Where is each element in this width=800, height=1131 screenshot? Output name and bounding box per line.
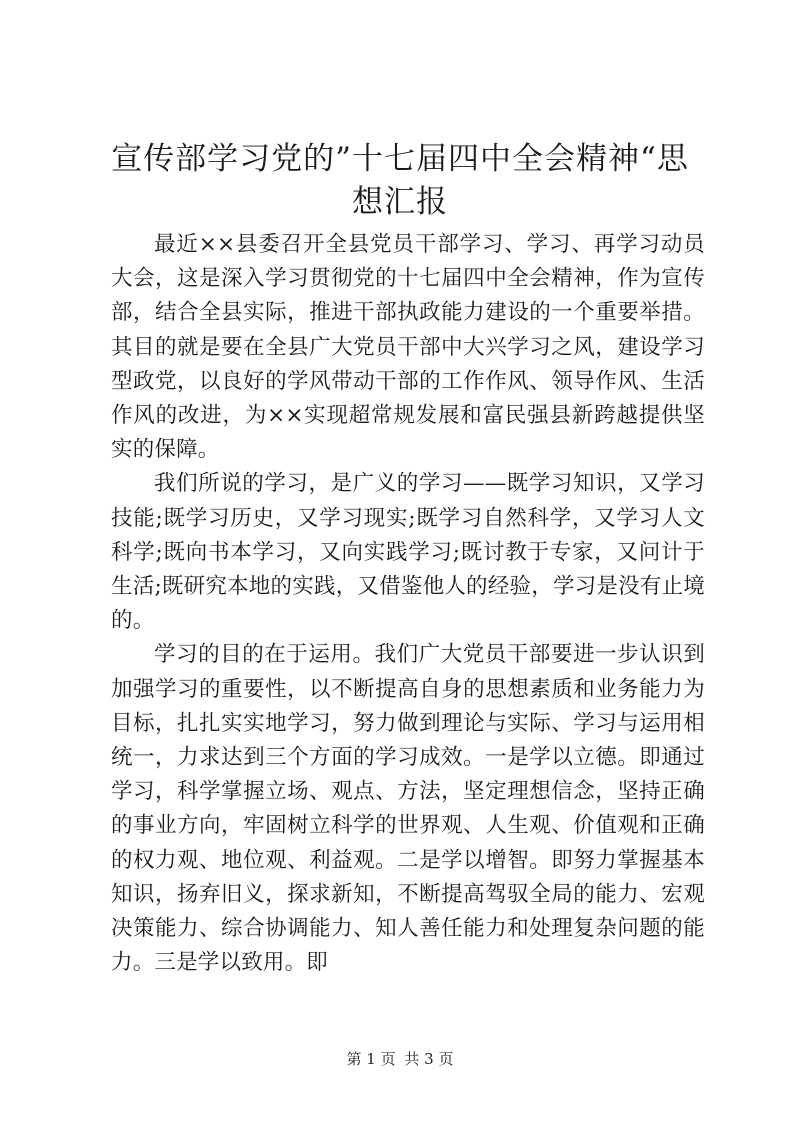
page-footer xyxy=(0,1049,800,1069)
paragraph-1: 最近××县委召开全县党员干部学习、学习、再学习动员大会，这是深入学习贯彻党的十七届四中全会精神，作为宣传部，结合全县实际，推进干部执政能力建设的一个重要举措。其目的就是要在全县广大党员干部中大兴学习之风，建设学习型政党，以良好的学风带动干部的工作作风、领导作风、生活作风的改进，为××实现超常规发展和富民强县新跨越提供坚实的保障。 xyxy=(111,232,705,463)
paragraph-3: 学习的目的在于运用。我们广大党员干部要进一步认识到加强学习的重要性，以不断提高自身的思想素质和业务能力为目标，扎扎实实地学习，努力做到理论与实际、学习与运用相统一，力求达到三个方面的学习成效。一是学以立德。即通过学习，科学掌握立场、观点、方法，坚定理想信念，坚持正确的事业方向，牢固树立科学的世界观、人生观、价值观和正确的权力观、地位观、利益观。二是学以增智。即努力掌握基本知识，扬弃旧义，探求新知，不断提高驾驭全局的能力、宏观决策能力、综合协调能力、知人善任能力和处理复杂问题的能力。三是学以致用。即 xyxy=(111,642,705,976)
paragraph-2: 我们所说的学习，是广义的学习——既学习知识，又学习技能;既学习历史，又学习现实;既学习自然科学，又学习人文科学;既向书本学习，又向实践学习;既讨教于专家，又问计于生活;既研究本地的实践，又借鉴他人的经验，学习是没有止境的。 xyxy=(111,471,705,634)
document-body xyxy=(111,228,705,980)
page-total: 共 3 页 xyxy=(404,1050,454,1068)
page-number: 第 1 页 xyxy=(346,1050,396,1068)
document-title: 宣传部学习党的”十七届四中全会精神“思想汇报 xyxy=(111,141,689,220)
